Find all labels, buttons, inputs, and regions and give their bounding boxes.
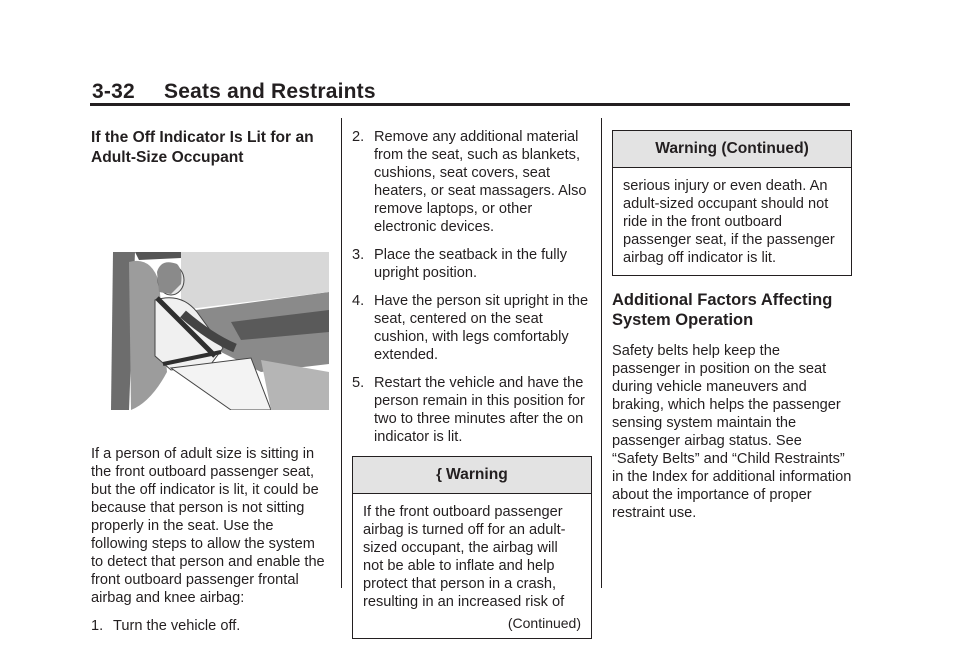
step-number: 2. [352,129,365,145]
list-item [91,617,331,635]
step-text: Restart the vehicle and have the person remain in this position for two to three minutes after the on indicator is lit. [374,375,585,445]
warning-box-continued [612,130,852,276]
body-paragraph: Safety belts help keep the passenger in position on the seat during vehicle maneuvers and braking, which helps the passenger sensing system maintain the passenger airbag status. See “Safety Belts” and “Child Restraints” in the Index for additional information about the importance of proper restraint use. [612,343,852,521]
continued-label: (Continued) [507,615,581,631]
column-3 [612,128,852,532]
warning-text: serious injury or even death. An adult-sized occupant should not ride in the front outboard passenger seat, if the passenger airbag off indicator is lit. [623,178,835,266]
step-text: Place the seatback in the fully upright position. [374,247,568,281]
warning-header: Warning (Continued) [613,131,851,168]
step-number: 1. [91,618,104,634]
list-item [352,128,592,236]
warning-text: If the front outboard passenger airbag is turned off for an adult-sized occupant, the airbag will not be able to inflate and help protect that person in a crash, resulting in an increased risk of [363,504,566,610]
section-title: Seats and Restraints [164,80,376,103]
step-number: 3. [352,247,365,263]
warning-box [352,456,592,639]
header-rule [90,103,850,106]
warning-header [353,457,591,494]
step-number: 4. [352,293,365,309]
section-heading: If the Off Indicator Is Lit for an Adult-Size Occupant [91,129,314,166]
step-text: Have the person sit upright in the seat, centered on the seat cushion, with legs comfortably extended. [374,293,589,363]
column-2 [352,128,592,639]
list-item [352,292,592,364]
column-divider [601,118,602,588]
step-text: Remove any additional material from the seat, such as blankets, cushions, seat covers, seat heaters, or seat massagers. Also remove laptops, or other electronic devices. [374,129,587,235]
column-1 [91,128,331,645]
section-heading: Additional Factors Affecting System Operation [612,291,833,329]
page-header [92,80,376,104]
warning-title: Warning [446,466,508,483]
page-number: 3-32 [92,80,135,103]
list-item [352,374,592,446]
step-text: Turn the vehicle off. [113,618,241,634]
list-item [352,246,592,282]
warning-body [353,494,591,638]
column-divider [341,118,342,588]
intro-paragraph: If a person of adult size is sitting in the front outboard passenger seat, but the off indicator is lit, it could be because that person is not sitting properly in the seat. Use the following steps to allow the system to detect that person and enable the front outboard passenger frontal airbag and knee airbag: [91,446,325,606]
warning-icon: { [436,466,443,483]
step-number: 5. [352,375,365,391]
occupant-illustration [111,252,329,410]
